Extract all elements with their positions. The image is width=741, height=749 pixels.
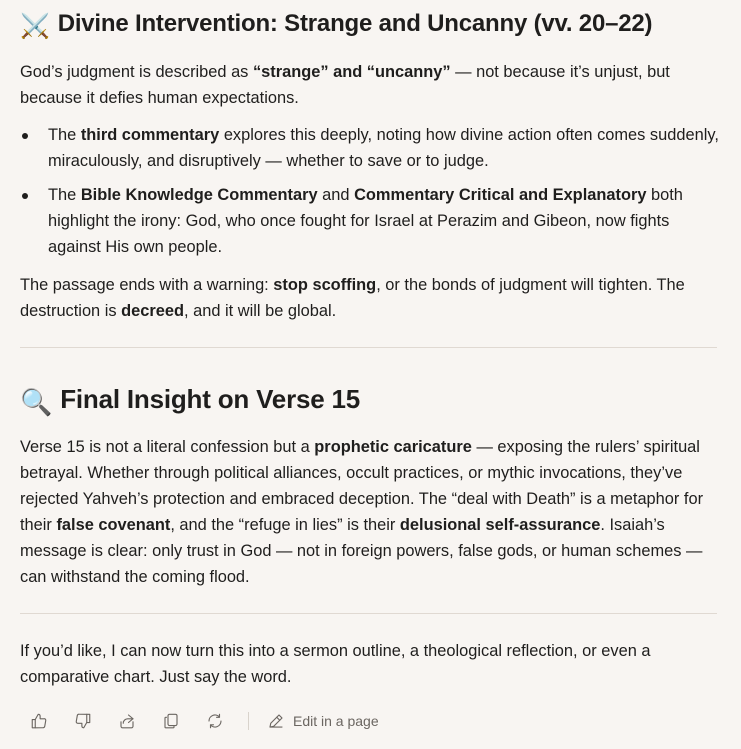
section-heading-text: Divine Intervention: Strange and Uncanny (vv. 20–22) bbox=[57, 10, 653, 37]
list-item: The Bible Knowledge Commentary and Commentary Critical and Explanatory both highlight the irony: God, who once fought for Israel at Perazim and Gibeon, now fights against His own people. bbox=[48, 186, 683, 256]
thumbs-down-button[interactable] bbox=[72, 710, 94, 732]
insight-paragraph: Verse 15 is not a literal confession but a prophetic caricature — exposing the rulers’ spiritual betrayal. Whether through political alliances, occult practices, or mythic invocations, they’ve rejected Yahveh’s protection and embraced deception. The “deal with Death” is a metaphor for their false covenant, and the “refuge in lies” is their delusional self-assurance. Isaiah’s message is clear: only trust in God — not in foreign powers, false gods, or human schemes — can withstand the coming flood. bbox=[20, 438, 704, 586]
magnifying-glass-icon: 🔍 bbox=[20, 387, 53, 417]
regenerate-button[interactable] bbox=[204, 710, 226, 732]
share-icon bbox=[118, 712, 136, 730]
message-actions-toolbar bbox=[28, 708, 379, 734]
toolbar-separator bbox=[248, 712, 249, 730]
list-item: The third commentary explores this deeply, noting how divine action often comes suddenly, miraculously, and disruptively — whether to save or to judge. bbox=[48, 126, 719, 170]
divider bbox=[20, 347, 717, 348]
intro-paragraph: God’s judgment is described as “strange” and “uncanny” — not because it’s unjust, but because it defies human expectations. bbox=[20, 63, 670, 107]
divider bbox=[20, 613, 717, 614]
edit-in-page-button[interactable] bbox=[267, 712, 379, 730]
edit-pencil-icon bbox=[267, 712, 285, 730]
thumbs-up-icon bbox=[30, 712, 48, 730]
bullet-dot bbox=[22, 193, 28, 199]
section-heading-final-insight bbox=[20, 384, 360, 418]
regenerate-icon bbox=[206, 712, 224, 730]
copy-icon bbox=[162, 712, 180, 730]
crossed-swords-icon: ⚔️ bbox=[20, 13, 50, 40]
edit-in-page-label: Edit in a page bbox=[293, 713, 379, 729]
bullet-dot bbox=[22, 133, 28, 139]
share-button[interactable] bbox=[116, 710, 138, 732]
section-heading-divine-intervention bbox=[20, 10, 652, 41]
followup-paragraph: If you’d like, I can now turn this into a sermon outline, a theological reflection, or even a comparative chart. Just say the word. bbox=[20, 642, 651, 686]
section-heading-text: Final Insight on Verse 15 bbox=[60, 384, 361, 414]
closing-paragraph: The passage ends with a warning: stop scoffing, or the bonds of judgment will tighten. The destruction is decreed, and it will be global. bbox=[20, 276, 685, 320]
thumbs-up-button[interactable] bbox=[28, 710, 50, 732]
thumbs-down-icon bbox=[74, 712, 92, 730]
copy-button[interactable] bbox=[160, 710, 182, 732]
